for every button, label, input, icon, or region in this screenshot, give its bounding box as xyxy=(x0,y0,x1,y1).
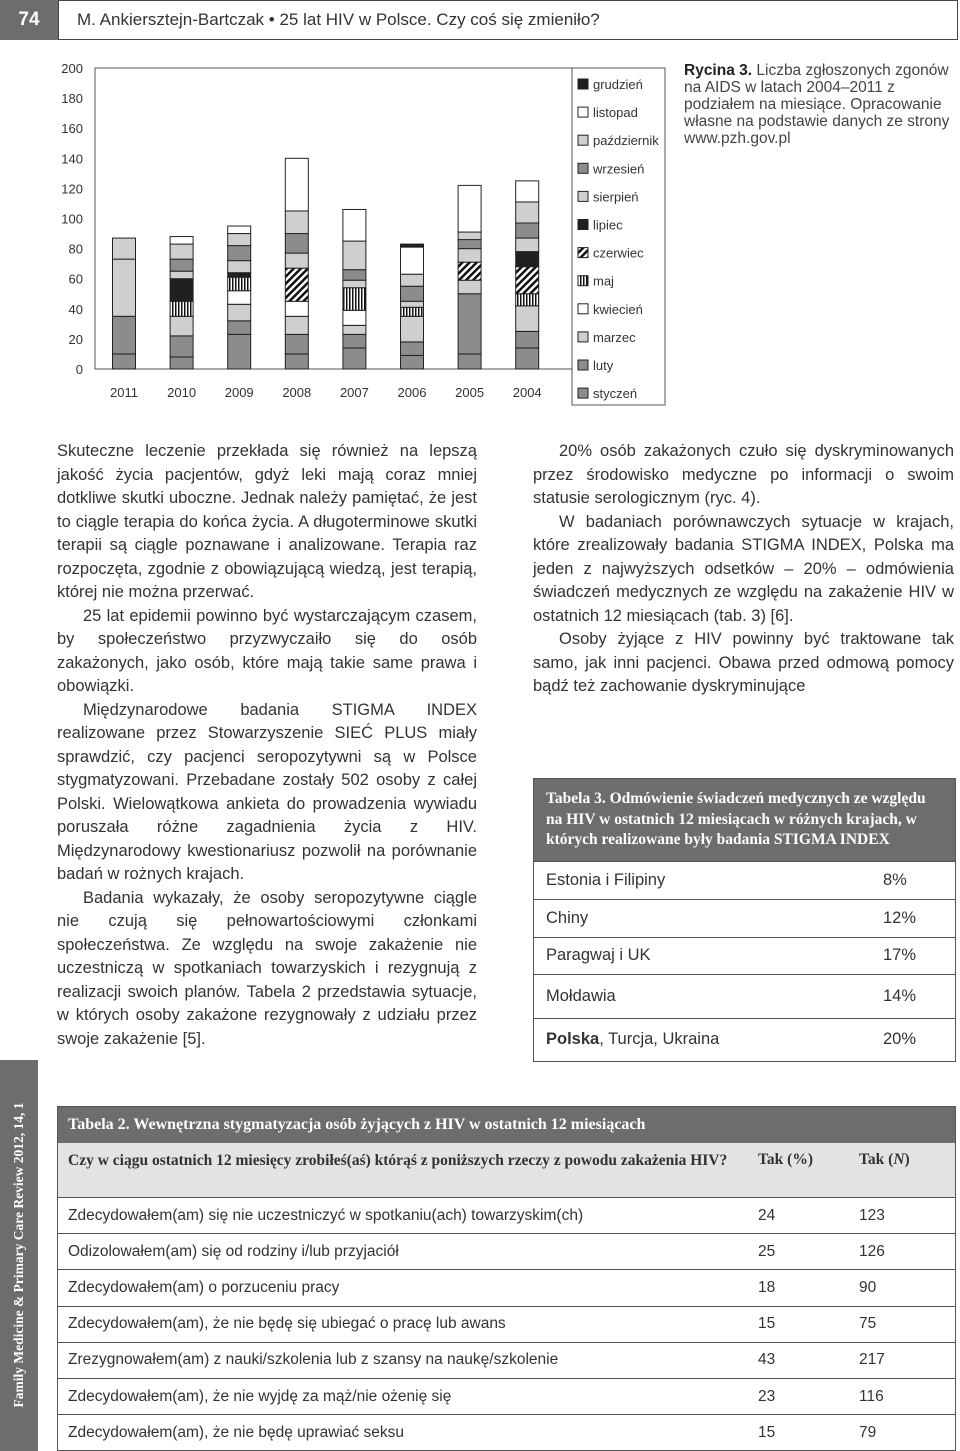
table-cell-country: Paragwaj i UK xyxy=(546,946,651,964)
bar-segment-2006-sierpień xyxy=(401,301,424,307)
table-cell-statement: Zdecydowałem(am), że nie wyjdę za mąż/nie ożenię się xyxy=(68,1387,452,1405)
table-cell-count: 217 xyxy=(859,1351,885,1369)
table-cell-statement: Zdecydowałem(am), że nie będę uprawiać seksu xyxy=(68,1423,404,1441)
bar-segment-2009-marzec xyxy=(228,304,251,321)
table-cell-count: 123 xyxy=(859,1206,885,1224)
paragraph: Badania wykazały, że osoby seropozytywne ciągle nie czują się pełnowartościowymi członkami społeczeństwa. Ze względu na swoje zakażenie nie uczestniczą w spotkaniach towarzyskich i rezygnują z realizacji swoich planów. Tabela 2 przedstawia sytuacje, w których osoby zakażone rezygnowały z udziału przez swoje zakażenie [5]. xyxy=(57,888,477,1048)
bar-segment-2005-październik xyxy=(458,232,481,240)
bar-segment-2005-wrzesień xyxy=(458,240,481,249)
y-tick-label: 20 xyxy=(68,331,83,347)
y-tick-label: 140 xyxy=(61,151,83,167)
legend-label: luty xyxy=(593,358,614,373)
table-cell-statement: Odizolowałem(am) się od rodziny i/lub przyjaciół xyxy=(68,1242,399,1260)
bar-segment-2004-sierpień xyxy=(516,238,539,252)
legend-label: kwiecień xyxy=(593,301,643,317)
paragraph: 20% osób zakażonych czuło się dyskryminowanych przez środowisko medyczne po informacji o swoim statusie serologicznym (ryc. 4). xyxy=(533,442,954,507)
bar-segment-2007-sierpień xyxy=(343,280,366,288)
bar-segment-2007-wrzesień xyxy=(343,270,366,281)
bar-segment-2007-luty xyxy=(343,334,366,348)
table-cell-value: 17% xyxy=(883,946,917,964)
table-cell-statement: Zdecydowałem(am), że nie będę się ubiegać o pracę lub awans xyxy=(68,1315,506,1333)
table-cell-value: 14% xyxy=(883,986,917,1005)
table-row xyxy=(58,1378,955,1414)
bar-segment-2009-sierpień xyxy=(228,261,251,273)
legend-swatch xyxy=(578,191,588,201)
column-header-percent: Tak (%) xyxy=(758,1151,813,1168)
bar-segment-2010-wrzesień xyxy=(170,259,193,271)
bar-segment-2008-kwiecień xyxy=(285,301,308,316)
bar-segment-2004-wrzesień xyxy=(516,223,539,238)
table-2-title: Tabela 2. Wewnętrzna stygmatyzacja osób żyjących z HIV w ostatnich 12 miesiącach xyxy=(58,1107,955,1143)
x-tick-label: 2008 xyxy=(282,385,312,400)
bar-segment-2005-styczeń xyxy=(458,354,481,369)
bar-segment-2005-marzec xyxy=(458,280,481,294)
legend-swatch xyxy=(578,248,588,258)
x-tick-label: 2009 xyxy=(224,385,254,400)
x-tick-label: 2007 xyxy=(339,385,369,400)
bar-segment-2008-czerwiec xyxy=(285,268,308,301)
bar-segment-2006-wrzesień xyxy=(401,286,424,301)
table-cell-value: 20% xyxy=(883,1030,917,1048)
table-cell-country: Mołdawia xyxy=(546,986,616,1005)
bar-segment-2009-styczeń xyxy=(228,334,251,369)
table-cell-value: 8% xyxy=(883,870,907,889)
bar-segment-2008-sierpień xyxy=(285,253,308,268)
bar-segment-2009-kwiecień xyxy=(228,291,251,305)
table-cell-country: Estonia i Filipiny xyxy=(546,870,666,889)
table-3-title: Tabela 3. Odmówienie świadczeń medycznych ze względu na HIV w ostatnich 12 miesiącach w różnych krajach, w których realizowane były badania STIGMA INDEX xyxy=(534,779,955,861)
y-tick-label: 0 xyxy=(75,362,83,377)
paragraph: W badaniach porównawczych sytuacje w krajach, które zrealizowały badania STIGMA INDEX, Polska ma jeden z najwyższych odsetków – 20% – odmówienia świadczeń medycznych ze względu na zakażenie HIV w ostatnich 12 miesiącach (tab. 3) [6]. xyxy=(533,512,954,625)
table-cell-country: Polska, Turcja, Ukraina xyxy=(546,1030,720,1048)
table-row xyxy=(534,937,955,974)
table-row xyxy=(58,1197,955,1233)
table-cell-statement: Zrezygnowałem(am) z nauki/szkolenia lub z szansy na naukę/szkolenie xyxy=(68,1351,559,1369)
column-header-count: Tak (N) xyxy=(859,1151,910,1168)
legend-swatch xyxy=(578,107,588,117)
table-cell-count: 126 xyxy=(859,1242,885,1260)
y-tick-label: 200 xyxy=(61,61,83,76)
bar-segment-2006-luty xyxy=(401,342,424,356)
bar-segment-2010-sierpień xyxy=(170,271,193,279)
table-2 xyxy=(57,1106,956,1451)
y-tick-label: 60 xyxy=(68,271,83,287)
y-tick-label: 40 xyxy=(68,301,83,317)
legend-swatch xyxy=(578,135,588,145)
table-cell-count: 116 xyxy=(859,1387,884,1405)
y-tick-label: 100 xyxy=(61,211,83,227)
bar-segment-2010-maj xyxy=(170,301,193,316)
bar-segment-2007-maj xyxy=(343,288,366,311)
legend-swatch xyxy=(578,79,588,89)
bar-segment-2006-listopad xyxy=(401,247,424,274)
x-tick-label: 2010 xyxy=(167,385,197,400)
bar-segment-2010-marzec xyxy=(170,316,193,336)
table-row xyxy=(534,974,955,1018)
bar-segment-2011-sierpień xyxy=(113,238,136,259)
bar-segment-2007-listopad xyxy=(343,209,366,241)
table-cell-percent: 15 xyxy=(758,1315,776,1333)
table-cell-percent: 43 xyxy=(758,1351,776,1369)
legend-label: listopad xyxy=(593,105,638,121)
figure-caption-text: Liczba zgłoszonych zgonów na AIDS w latach 2004–2011 z podziałem na miesiące. Opracowanie własne na podstawie danych ze strony www.pzh.gov.pl xyxy=(684,62,950,147)
table-cell-statement: Zdecydowałem(am) się nie uczestniczyć w spotkaniu(ach) towarzyskim(ch) xyxy=(68,1206,584,1224)
bar-segment-2006-styczeń xyxy=(401,355,424,369)
bar-segment-2007-październik xyxy=(343,241,366,270)
table-row xyxy=(58,1233,955,1269)
bar-segment-2004-maj xyxy=(516,294,539,306)
legend-label: wrzesień xyxy=(593,161,645,177)
table-row xyxy=(534,899,955,937)
legend-label: lipiec xyxy=(593,217,623,233)
bar-segment-2004-marzec xyxy=(516,306,539,332)
table-row xyxy=(58,1306,955,1342)
bar-segment-2008-styczeń xyxy=(285,354,308,369)
table-cell-value: 12% xyxy=(883,908,917,927)
bar-segment-2009-wrzesień xyxy=(228,246,251,261)
legend-swatch xyxy=(578,388,588,398)
left-column xyxy=(57,440,477,1051)
x-tick-label: 2006 xyxy=(397,385,427,400)
bar-segment-2005-sierpień xyxy=(458,249,481,263)
y-tick-label: 120 xyxy=(61,181,83,197)
paragraph: 25 lat epidemii powinno być wystarczającym czasem, by społeczeństwo przyzwyczaiło się do osób zakażonych, jako osób, które mają takie same prawa i obowiązki. xyxy=(57,606,477,695)
bar-segment-2004-listopad xyxy=(516,181,539,202)
y-tick-label: 80 xyxy=(68,241,83,257)
bar-segment-2006-grudzień xyxy=(401,244,424,247)
bar-segment-2006-marzec xyxy=(401,316,424,342)
bar-segment-2004-luty xyxy=(516,331,539,348)
y-tick-label: 180 xyxy=(61,91,83,107)
running-title: M. Ankiersztejn-Bartczak • 25 lat HIV w Polsce. Czy coś się zmieniło? xyxy=(58,0,958,40)
figure-caption xyxy=(684,62,954,147)
page-number: 74 xyxy=(0,0,58,40)
legend-swatch xyxy=(578,360,588,370)
table-row xyxy=(534,861,955,899)
legend-label: czerwiec xyxy=(593,245,644,261)
table-cell-percent: 24 xyxy=(758,1206,776,1224)
legend-label: sierpień xyxy=(593,189,639,205)
bar-segment-2006-październik xyxy=(401,274,424,286)
bar-segment-2008-marzec xyxy=(285,316,308,334)
table-header-row xyxy=(58,1143,955,1197)
table-cell-count: 79 xyxy=(859,1423,877,1441)
bar-segment-2005-listopad xyxy=(458,185,481,232)
bar-segment-2011-marzec xyxy=(113,259,136,316)
table-cell-country: Chiny xyxy=(546,908,589,927)
bar-segment-2006-maj xyxy=(401,307,424,316)
table-question: Czy w ciągu ostatnich 12 miesięcy zrobiłeś(aś) którąś z poniższych rzeczy z powodu zakażenia HIV? xyxy=(68,1152,728,1169)
bar-segment-2005-czerwiec xyxy=(458,262,481,280)
table-cell-percent: 15 xyxy=(758,1423,776,1441)
legend-swatch xyxy=(578,276,588,286)
table-cell-statement: Zdecydowałem(am) o porzuceniu pracy xyxy=(68,1278,340,1296)
bar-segment-2010-listopad xyxy=(170,237,193,245)
paragraph: Osoby żyjące z HIV powinny być traktowane tak samo, jak inni pacjenci. Obawa przed odmową pomocy bądź też zachowanie dyskryminujące xyxy=(533,630,954,695)
table-3 xyxy=(533,778,956,1062)
legend-label: styczeń xyxy=(593,386,638,402)
bar-segment-2004-październik xyxy=(516,202,539,223)
bar-segment-2008-wrzesień xyxy=(285,234,308,254)
table-cell-percent: 23 xyxy=(758,1387,776,1405)
x-tick-label: 2011 xyxy=(110,385,138,400)
bar-segment-2004-czerwiec xyxy=(516,267,539,294)
bar-segment-2007-kwiecień xyxy=(343,310,366,325)
legend-label: październik xyxy=(593,133,659,149)
table-cell-percent: 18 xyxy=(758,1278,776,1296)
figure-label: Rycina 3. xyxy=(684,62,753,79)
right-column xyxy=(533,440,954,699)
x-tick-label: 2004 xyxy=(512,385,542,400)
bar-segment-2008-listopad xyxy=(285,158,308,211)
table-row xyxy=(58,1269,955,1305)
legend-label: marzec xyxy=(593,329,636,345)
bar-segment-2004-lipiec xyxy=(516,252,539,267)
bar-segment-2009-maj xyxy=(228,277,251,291)
bar-segment-2009-październik xyxy=(228,234,251,246)
bar-segment-2009-lipiec xyxy=(228,273,251,278)
bar-segment-2004-styczeń xyxy=(516,348,539,369)
bar-segment-2010-październik xyxy=(170,244,193,259)
legend-swatch xyxy=(578,332,588,342)
bar-segment-2010-lipiec xyxy=(170,279,193,302)
table-row xyxy=(58,1414,955,1450)
legend-swatch xyxy=(578,220,588,230)
bar-segment-2011-styczeń xyxy=(113,354,136,369)
bar-segment-2008-luty xyxy=(285,334,308,354)
bar-segment-2011-luty xyxy=(113,316,136,354)
legend-swatch xyxy=(578,304,588,314)
table-row xyxy=(534,1018,955,1061)
bar-segment-2009-listopad xyxy=(228,226,251,234)
table-row xyxy=(58,1342,955,1378)
bar-segment-2007-marzec xyxy=(343,325,366,334)
bar-segment-2009-luty xyxy=(228,321,251,335)
table-cell-count: 75 xyxy=(859,1315,877,1333)
x-tick-label: 2005 xyxy=(455,385,485,400)
legend-label: maj xyxy=(593,273,614,289)
bar-segment-2010-luty xyxy=(170,336,193,357)
journal-label: Family Medicine & Primary Care Review 2012, 14, 1 xyxy=(11,1102,26,1408)
stacked-bar-chart xyxy=(58,50,668,410)
legend-swatch xyxy=(578,163,588,173)
y-tick-label: 160 xyxy=(61,121,83,137)
bar-segment-2005-luty xyxy=(458,294,481,354)
bar-segment-2007-styczeń xyxy=(343,348,366,369)
paragraph: Skuteczne leczenie przekłada się również na lepszą jakość życia pacjentów, gdyż leki mają coraz mniej dotkliwe skutki uboczne. Jednak należy pamiętać, że jest to ciągle terapia do końca życia. A długoterminowe skutki terapii są ciągle poznawane i analizowane. Terapia raz rozpoczęta, zgodnie z obowiązującą wiedzą, jest terapią, której nie można przerwać. xyxy=(57,442,477,601)
table-cell-percent: 25 xyxy=(758,1242,776,1260)
bar-segment-2010-styczeń xyxy=(170,357,193,369)
paragraph: Międzynarodowe badania STIGMA INDEX realizowane przez Stowarzyszenie SIEĆ PLUS miały sprawdzić, czy pacjenci seropozytywni są w Polsce stygmatyzowani. Przebadane zostały 502 osoby z całej Polski. Wielowątkowa ankieta do prowadzenia wywiadu poruszała różne zagadnienia życia z HIV. Międzynarodowy kwestionariusz pozwolił na porównanie badań w rożnych krajach. xyxy=(57,700,477,883)
bar-segment-2008-październik xyxy=(285,211,308,234)
legend-label: grudzień xyxy=(593,77,643,92)
table-cell-count: 90 xyxy=(859,1278,877,1296)
